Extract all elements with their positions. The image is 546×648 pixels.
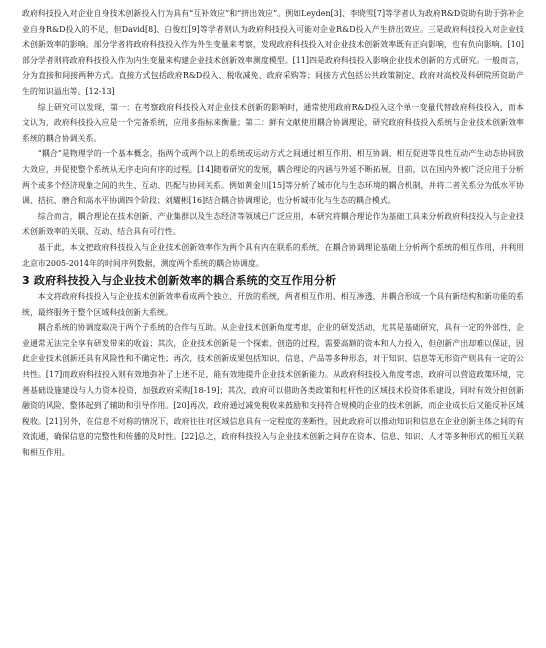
paragraph-research-approach: 基于此，本文把政府科技投入与企业技术创新效率作为两个具有内在联系的系统，在耦合协调理论基础上分析两个系统的相互作用，并利用北京市2005-2014年的时间序列数据，测度两个系统的耦合协调度。 [22,242,524,268]
paragraph-system-definition: 本文将政府科技投入与企业技术创新效率看成两个独立、开放的系统，两者相互作用、相互渗透，并耦合形成一个具有新结构和新功能的系统，最终服务于整个区域科技创新大系统。 [22,292,524,317]
paragraph-coupling-applicability: 综合而言，耦合理论在技术创新、产业集群以及生态经济等领域已广泛应用，本研究将耦合理论作为基础工具来分析政府科技投入与企业技术创新效率的关联、互动、结合具有可行性。 [22,211,524,237]
paragraph-coupling-concept: “耦合”是物理学的一个基本概念，指两个或两个以上的系统或运动方式之间通过相互作用、相互协调、相互促进等良性互动产生动态协同放大效应，并促使整个系统从无序走向有序的过程。[14]随着研究的发展，耦合理论的内涵与外延不断拓展，目前，以在国内外被广泛应用于分析两个或多个经济现象之间的共生、互动、匹配与协同关系。例如黄金川[15]等分析了城市化与生态环境的耦合机制，并将二者关系分为低水平协调、拮抗、磨合和高水平协调四个阶段；刘耀彬[16]结合耦合协调理论，也分析城市化与生态的耦合模式。 [22,149,524,206]
paragraph-interaction-analysis: 耦合系统的协调度取决于两个子系统的合作与互助。从企业技术创新角度考虑，企业的研发活动，尤其是基础研究，具有一定的外部性，企业通常无法完全享有研发带来的收益；其次，企业技术创新是一个探索、创造的过程，需要高额的资本和人力投入，但创新产出却难以保证，因此企业技术创新还具有风险性和不确定性；再次，技术创新成果包括知识、信息、产品等多种形态，对于知识、信息等无形资产则具有一定的公共性。[17]而政府科技投入则有效地弥补了上述不足，能有效地提升企业技术创新能力。从政府科技投入角度考虑，政府可以营造政策环境，完善基础设施建设与人力资本投资，加强政府采购[18-19]；其次，政府可以借助各类政策和杠杆性的区域技术投资体系建设，同时有效分担创新融资的风险，整体起到了辅助和引导作用。[20]再次，政府通过减免税收来鼓励和支持符合规模的企业的技术创新，而企业成长后又能反补区域税收。[21]另外，在信息不对称的情况下，政府往往对区域信息具有一定程度的垄断性，因此政府可以推动知识和信息在企业创新主体之间的有效流通，确保信息的完整性和传播的及时性。[22]总之，政府科技投入与企业技术创新之间存在资本、信息、知识、人才等多种形式的相互关联和相互作用。 [22,323,524,458]
paragraph-summary-findings: 综上研究可以发现，第一：在考察政府科技投入对企业技术创新的影响时，通常使用政府R&D投入这个单一变量代替政府科技投入，而本文认为，政府科技投入应是一个完备系统，应用多指标来衡量；第二：鲜有文献使用耦合协调理论，研究政府科技投入系统与企业技术创新效率系统的耦合协调关系。 [22,102,524,143]
section-heading: 3 政府科技投入与企业技术创新效率的耦合系统的交互作用分析 [22,274,337,288]
paragraph-literature-review: 政府科技投入对企业自身技术创新投入行为具有“互补效应”和“挤出效应”。例如Leyden[3]、李晓雪[7]等学者认为政府R&D资助有助于弥补企业自身R&D投入的不足，但David[8]、白俊红[9]等学者则认为政府科技投入可能对企业R&D投入产生挤出效应。三是政府科技投入对企业技术创新效率的影响。部分学者将政府科技投入作为外生变量来考察，发现政府科技投入对企业技术创新效率既有正向影响，也有负向影响。[10]部分学者则将政府科技投入作为内生变量来构建企业技术创新效率测度模型。[11]四是政府科技投入影响企业技术创新的方式研究。一般而言，分为直接和间接两种方式。直接方式包括政府R&D投入、税收减免、政府采购等；间接方式包括公共政策制定、政府对高校及科研院所资助产生的知识溢出等。[12-13] [22,9,524,96]
